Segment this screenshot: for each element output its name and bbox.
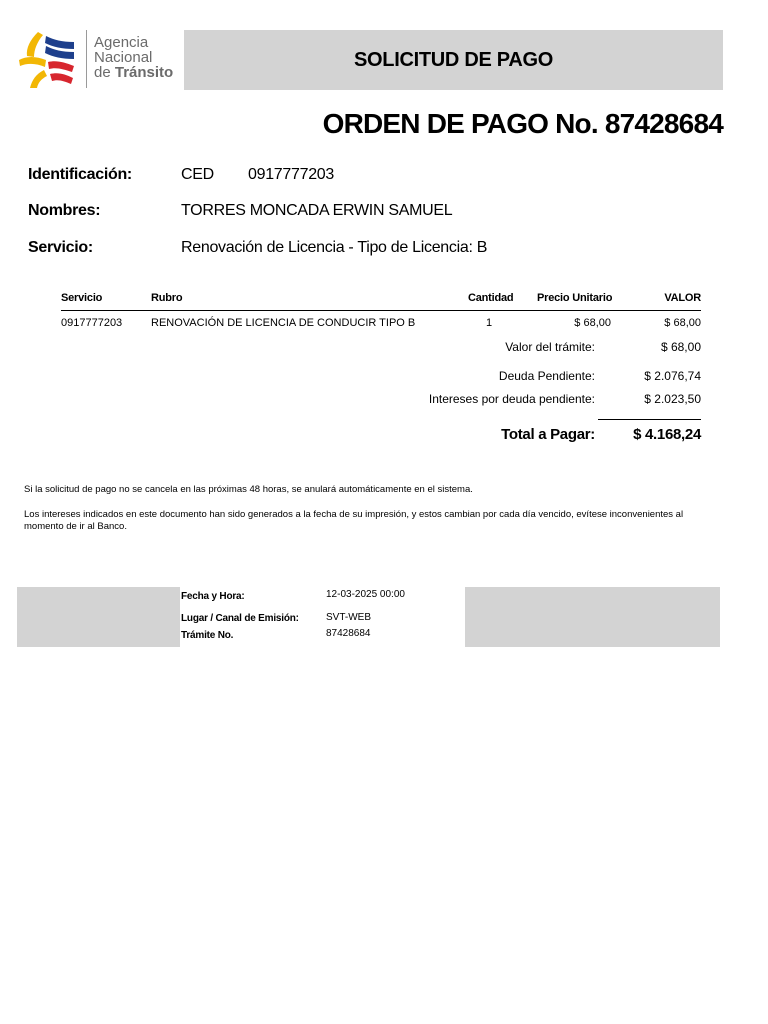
col-header-rubro: Rubro xyxy=(151,292,183,304)
logo-line-3-strong: Tránsito xyxy=(114,64,174,81)
ant-logo xyxy=(16,26,184,92)
lugar-canal-value: SVT-WEB xyxy=(326,612,372,623)
cell-servicio: 0917777203 xyxy=(61,317,123,329)
tramite-no-label: Trámite No. xyxy=(181,630,234,641)
valor-tramite-value: $ 68,00 xyxy=(660,340,701,354)
note-anulacion: Si la solicitud de pago no se cancela en las próximas 48 horas, se anulará automáticamente en el sistema. xyxy=(24,484,473,495)
logo-line-3-prefix: de xyxy=(94,64,115,81)
tramite-no-value: 87428684 xyxy=(326,628,371,639)
lugar-canal-label: Lugar / Canal de Emisión: xyxy=(181,613,299,624)
intereses-label: Intereses por deuda pendiente: xyxy=(428,392,595,406)
id-type: CED xyxy=(181,166,214,183)
logo-divider xyxy=(86,30,87,88)
logo-line-3 xyxy=(94,65,173,80)
identificacion-label: Identificación: xyxy=(28,166,132,183)
col-header-cantidad: Cantidad xyxy=(468,292,514,304)
total-rule xyxy=(598,419,701,420)
logo-line-1: Agencia xyxy=(94,34,149,51)
document-title: SOLICITUD DE PAGO xyxy=(184,30,723,90)
ant-emblem-icon xyxy=(16,30,78,90)
nombres-label: Nombres: xyxy=(28,202,101,219)
servicio-label: Servicio: xyxy=(28,239,93,256)
cell-rubro: RENOVACIÓN DE LICENCIA DE CONDUCIR TIPO B xyxy=(151,317,416,329)
deuda-pendiente-value: $ 2.076,74 xyxy=(644,369,701,383)
cell-valor: $ 68,00 xyxy=(664,317,701,329)
fecha-hora-value: 12-03-2025 00:00 xyxy=(326,589,405,600)
note-intereses: Los intereses indicados en este documento han sido generados a la fecha de su impresión, y estos cambian por cada día vencido, evítese inconvenientes al momento de ir al Banco. xyxy=(24,509,684,532)
footer-left-box xyxy=(17,587,180,647)
col-header-servicio: Servicio xyxy=(61,292,103,304)
total-a-pagar-label: Total a Pagar: xyxy=(501,426,595,443)
cell-precio: $ 68,00 xyxy=(574,317,611,329)
id-number: 0917777203 xyxy=(248,166,334,183)
nombres-value: TORRES MONCADA ERWIN SAMUEL xyxy=(181,202,453,219)
valor-tramite-label: Valor del trámite: xyxy=(505,340,595,354)
table-header-rule xyxy=(61,310,701,311)
cell-cantidad: 1 xyxy=(486,317,493,329)
col-header-precio: Precio Unitario xyxy=(537,292,613,304)
fecha-hora-label: Fecha y Hora: xyxy=(181,591,245,602)
footer-right-box xyxy=(465,587,720,647)
servicio-value: Renovación de Licencia - Tipo de Licencia: B xyxy=(181,239,488,256)
logo-text xyxy=(94,35,173,80)
orden-de-pago-number: ORDEN DE PAGO No. 87428684 xyxy=(322,108,723,139)
deuda-pendiente-label: Deuda Pendiente: xyxy=(498,369,595,383)
col-header-valor: VALOR xyxy=(664,292,701,304)
intereses-value: $ 2.023,50 xyxy=(644,392,701,406)
logo-line-2: Nacional xyxy=(94,49,153,66)
total-a-pagar-value: $ 4.168,24 xyxy=(633,426,701,443)
